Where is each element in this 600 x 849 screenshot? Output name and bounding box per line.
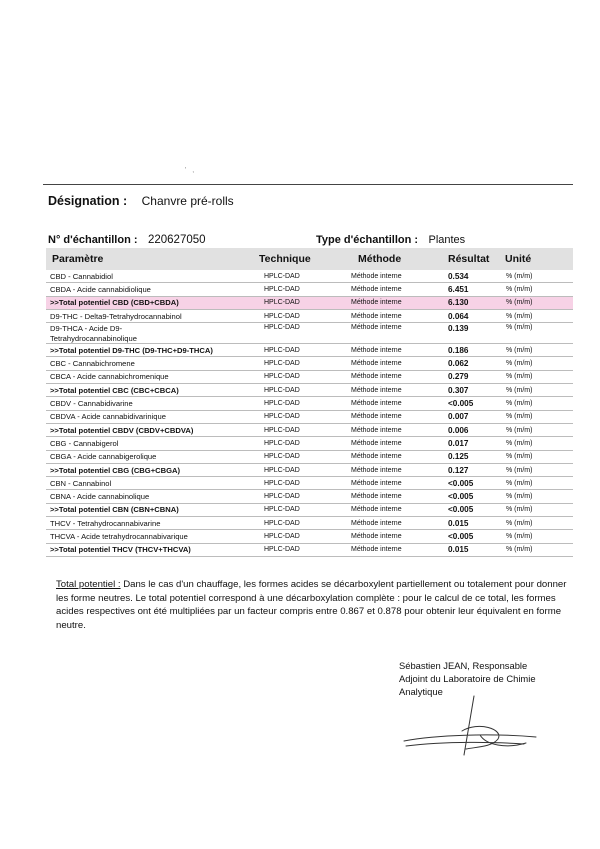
- row-technique: HPLC-DAD: [264, 453, 300, 461]
- row-technique: HPLC-DAD: [264, 506, 300, 514]
- table-row: [46, 357, 573, 370]
- row-param: D9-THC - Delta9-Tetrahydrocannabinol: [50, 311, 182, 321]
- sample-number-label: N° d'échantillon :: [48, 234, 138, 246]
- handwritten-signature: [396, 693, 546, 763]
- table-row: [46, 397, 573, 410]
- row-result: 0.534: [448, 271, 469, 281]
- signatory-line-2: Adjoint du Laboratoire de Chimie: [399, 673, 536, 684]
- row-param-line1: D9-THCA - Acide D9-: [50, 324, 123, 334]
- results-table: [46, 248, 573, 557]
- row-technique: HPLC-DAD: [264, 532, 300, 540]
- row-result: 0.064: [448, 311, 469, 321]
- row-technique: HPLC-DAD: [264, 386, 300, 394]
- row-technique: HPLC-DAD: [264, 439, 300, 447]
- row-unit: % (m/m): [506, 346, 533, 354]
- table-row: [46, 504, 573, 517]
- sample-type-label: Type d'échantillon :: [316, 234, 419, 246]
- designation-label: Désignation :: [48, 194, 128, 208]
- row-param: CBG - Cannabigerol: [50, 438, 119, 448]
- header-result: Résultat: [448, 253, 490, 265]
- row-technique: HPLC-DAD: [264, 426, 300, 434]
- table-row: [46, 544, 573, 557]
- row-param: CBGA - Acide cannabigerolique: [50, 452, 157, 462]
- table-row: [46, 477, 573, 490]
- row-result: 0.307: [448, 385, 469, 395]
- row-result: 0.125: [448, 452, 469, 462]
- row-param: >>Total potentiel CBN (CBN+CBNA): [50, 505, 179, 515]
- row-technique: HPLC-DAD: [264, 299, 300, 307]
- table-row: [46, 270, 573, 283]
- row-result: 0.017: [448, 438, 469, 448]
- table-row: [46, 530, 573, 543]
- table-row: [46, 323, 573, 344]
- row-result: <0.005: [448, 531, 474, 541]
- row-param: >>Total potentiel CBC (CBC+CBCA): [50, 385, 179, 395]
- row-param: >>Total potentiel CBG (CBG+CBGA): [50, 465, 181, 475]
- row-result: 6.451: [448, 284, 469, 294]
- row-unit: % (m/m): [506, 439, 533, 447]
- row-method: Méthode interne: [351, 532, 402, 540]
- table-row: [46, 283, 573, 296]
- row-unit: % (m/m): [506, 413, 533, 421]
- stray-mark: ' ,: [185, 167, 197, 174]
- row-technique: HPLC-DAD: [264, 324, 300, 332]
- row-technique: HPLC-DAD: [264, 400, 300, 408]
- row-param: CBDVA - Acide cannabidivarinique: [50, 412, 166, 422]
- row-unit: % (m/m): [506, 493, 533, 501]
- row-result: <0.005: [448, 492, 474, 502]
- table-row: [46, 310, 573, 323]
- row-method: Méthode interne: [351, 413, 402, 421]
- row-technique: HPLC-DAD: [264, 346, 300, 354]
- row-method: Méthode interne: [351, 272, 402, 280]
- table-row: [46, 411, 573, 424]
- note-text: Dans le cas d'un chauffage, les formes acides se décarboxylent partiellement ou totalement pour donner les forme neutres. Le total potentiel correspond à une décarboxylation complète : pour le calcul de ce total, les formes acides respectives ont été multipliées par un facteur compris entre 0.867 et 0.878 pour obtenir leur équivalent en forme neutre.: [56, 579, 567, 631]
- header-method: Méthode: [358, 253, 402, 265]
- row-unit: % (m/m): [506, 466, 533, 474]
- total-potential-note: [56, 578, 568, 632]
- row-technique: HPLC-DAD: [264, 285, 300, 293]
- row-technique: HPLC-DAD: [264, 272, 300, 280]
- row-unit: % (m/m): [506, 400, 533, 408]
- table-row: [46, 384, 573, 397]
- sample-number-value: 220627050: [147, 234, 206, 246]
- row-unit: % (m/m): [506, 546, 533, 554]
- header-rule: [43, 184, 573, 185]
- designation-value: Chanvre pré-rolls: [141, 194, 234, 208]
- row-unit: % (m/m): [506, 299, 533, 307]
- sample-number: [48, 230, 206, 248]
- row-result: 0.015: [448, 518, 469, 528]
- row-param: >>Total potentiel D9-THC (D9-THC+D9-THCA): [50, 345, 213, 355]
- note-term: Total potentiel :: [56, 579, 121, 590]
- row-method: Méthode interne: [351, 546, 402, 554]
- row-result: 0.186: [448, 345, 469, 355]
- signature-stroke: [404, 696, 536, 755]
- row-param: CBDA - Acide cannabidiolique: [50, 284, 151, 294]
- row-unit: % (m/m): [506, 386, 533, 394]
- row-result: 0.015: [448, 545, 469, 555]
- row-unit: % (m/m): [506, 285, 533, 293]
- row-method: Méthode interne: [351, 400, 402, 408]
- row-method: Méthode interne: [351, 360, 402, 368]
- row-result: <0.005: [448, 505, 474, 515]
- row-unit: % (m/m): [506, 373, 533, 381]
- row-unit: % (m/m): [506, 506, 533, 514]
- table-row: [46, 424, 573, 437]
- row-method: Méthode interne: [351, 493, 402, 501]
- row-technique: HPLC-DAD: [264, 413, 300, 421]
- row-method: Méthode interne: [351, 346, 402, 354]
- row-technique: HPLC-DAD: [264, 479, 300, 487]
- header-unit: Unité: [505, 253, 532, 265]
- row-result: 0.279: [448, 372, 469, 382]
- row-technique: HPLC-DAD: [264, 373, 300, 381]
- row-unit: % (m/m): [506, 479, 533, 487]
- row-param: >>Total potentiel CBD (CBD+CBDA): [50, 298, 179, 308]
- row-method: Méthode interne: [351, 439, 402, 447]
- row-param: >>Total potentiel CBDV (CBDV+CBDVA): [50, 425, 194, 435]
- row-method: Méthode interne: [351, 466, 402, 474]
- row-result: 0.007: [448, 412, 469, 422]
- row-unit: % (m/m): [506, 519, 533, 527]
- row-method: Méthode interne: [351, 324, 402, 332]
- row-param-line2: Tetrahydrocannabinolique: [50, 333, 137, 343]
- table-row: [46, 464, 573, 477]
- row-unit: % (m/m): [506, 324, 533, 332]
- row-unit: % (m/m): [506, 532, 533, 540]
- signatory-line-1: Sébastien JEAN, Responsable: [399, 660, 528, 671]
- row-unit: % (m/m): [506, 426, 533, 434]
- row-technique: HPLC-DAD: [264, 546, 300, 554]
- row-method: Méthode interne: [351, 299, 402, 307]
- row-param: CBC - Cannabichromene: [50, 359, 135, 369]
- row-result: <0.005: [448, 478, 474, 488]
- row-param: >>Total potentiel THCV (THCV+THCVA): [50, 545, 191, 555]
- row-method: Méthode interne: [351, 506, 402, 514]
- sample-type-value: Plantes: [428, 234, 466, 246]
- row-technique: HPLC-DAD: [264, 312, 300, 320]
- row-method: Méthode interne: [351, 479, 402, 487]
- row-result: 0.139: [448, 324, 469, 334]
- row-method: Méthode interne: [351, 453, 402, 461]
- table-row: [46, 490, 573, 503]
- sample-type: [316, 230, 465, 248]
- row-method: Méthode interne: [351, 312, 402, 320]
- row-unit: % (m/m): [506, 453, 533, 461]
- row-method: Méthode interne: [351, 373, 402, 381]
- row-technique: HPLC-DAD: [264, 466, 300, 474]
- table-header: [46, 248, 573, 270]
- row-method: Méthode interne: [351, 519, 402, 527]
- row-param: CBN - Cannabinol: [50, 478, 112, 488]
- table-row: [46, 344, 573, 357]
- row-technique: HPLC-DAD: [264, 493, 300, 501]
- row-technique: HPLC-DAD: [264, 360, 300, 368]
- designation: [48, 192, 234, 210]
- table-row-total-cbd: [46, 297, 573, 310]
- row-param: CBD - Cannabidiol: [50, 271, 113, 281]
- table-row: [46, 371, 573, 384]
- row-method: Méthode interne: [351, 386, 402, 394]
- row-unit: % (m/m): [506, 312, 533, 320]
- row-param: CBDV - Cannabidivarine: [50, 399, 133, 409]
- header-technique: Technique: [259, 253, 311, 265]
- row-result: 0.006: [448, 425, 469, 435]
- table-row: [46, 437, 573, 450]
- row-param: THCV - Tetrahydrocannabivarine: [50, 518, 161, 528]
- row-param: THCVA - Acide tetrahydrocannabivarique: [50, 531, 188, 541]
- header-param: Paramètre: [52, 253, 104, 265]
- row-unit: % (m/m): [506, 272, 533, 280]
- row-result: <0.005: [448, 399, 474, 409]
- row-unit: % (m/m): [506, 360, 533, 368]
- row-technique: HPLC-DAD: [264, 519, 300, 527]
- row-result: 6.130: [448, 298, 469, 308]
- row-param: [46, 324, 259, 343]
- row-method: Méthode interne: [351, 285, 402, 293]
- row-result: 0.127: [448, 465, 469, 475]
- row-result: 0.062: [448, 359, 469, 369]
- row-param: CBCA - Acide cannabichromenique: [50, 372, 169, 382]
- signatory-line-3: Analytique: [399, 686, 443, 697]
- row-method: Méthode interne: [351, 426, 402, 434]
- table-row: [46, 451, 573, 464]
- table-row: [46, 517, 573, 530]
- row-param: CBNA - Acide cannabinolique: [50, 492, 150, 502]
